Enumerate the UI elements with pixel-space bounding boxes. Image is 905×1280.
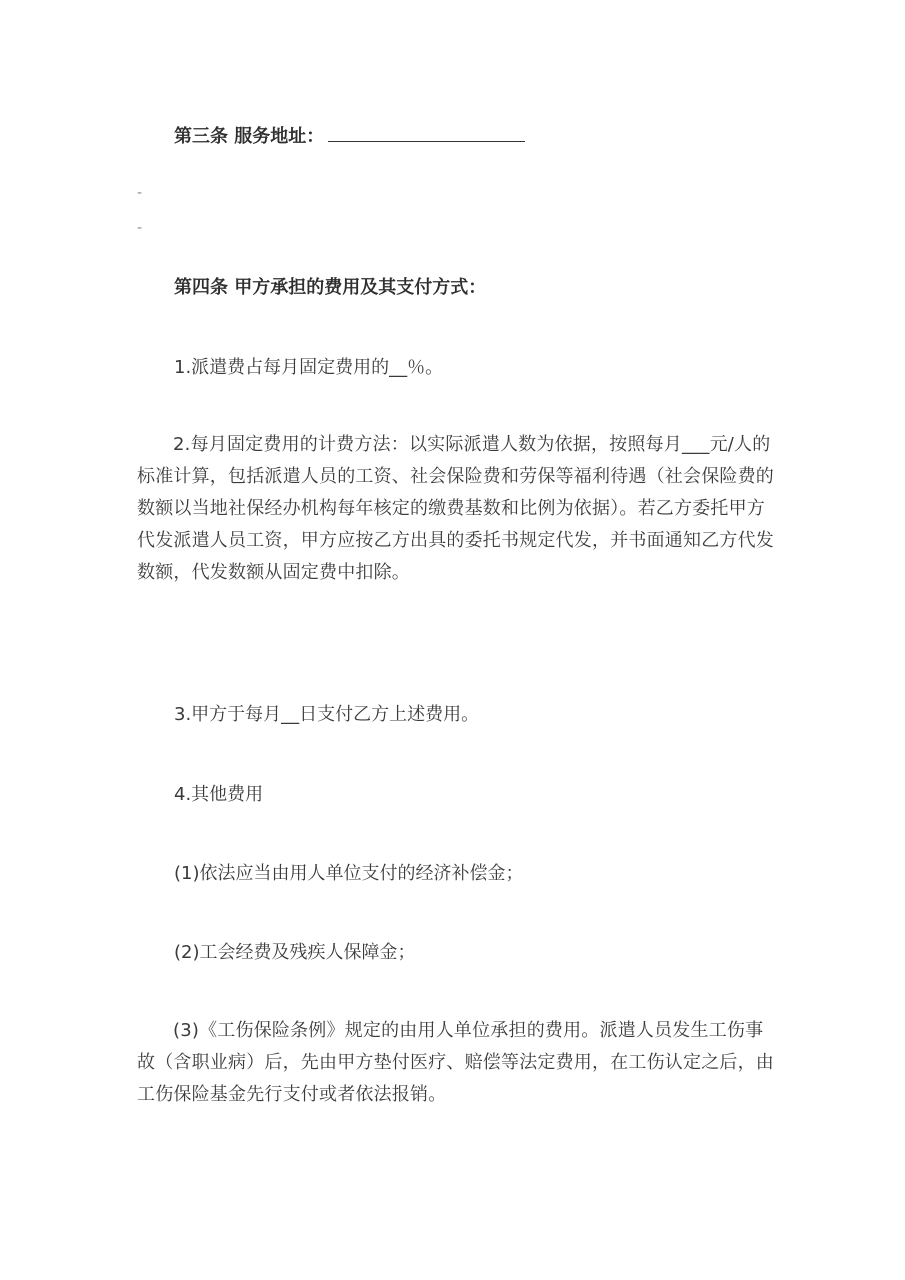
article-3-heading (174, 128, 525, 146)
item-2-paragraph: 2.每月固定费用的计费方法：以实际派遣人数为依据，按照每月___元/人的标准计算，包括派遣人员的工资、社会保险费和劳保等福利待遇（社会保险费的数额以当地社保经办机构每年核定的缴费基数和比例为依据）。若乙方委托甲方代发派遣人员工资，甲方应按乙方出具的委托书规定代发，并书面通知乙方代发数额，代发数额从固定费中扣除。 (137, 434, 774, 583)
list-marker: - (137, 220, 143, 236)
service-address-blank (328, 140, 525, 142)
item-4-sub-3-paragraph: (3)《工伤保险条例》规定的由用人单位承担的费用。派遣人员发生工伤事故（含职业病）后，先由甲方垫付医疗、赔偿等法定费用，在工伤认定之后，由工伤保险基金先行支付或者依法报销。 (137, 1020, 774, 1105)
article-3-title: 第三条 服务地址： (174, 126, 325, 147)
item-1: 1.派遣费占每月固定费用的__％。 (174, 357, 444, 378)
item-4: 4.其他费用 (174, 784, 264, 805)
item-4-sub-2: (2)工会经费及残疾人保障金； (174, 942, 416, 963)
list-marker: - (137, 185, 143, 201)
item-3: 3.甲方于每月__日支付乙方上述费用。 (174, 704, 480, 725)
article-4-heading: 第四条 甲方承担的费用及其支付方式： (174, 277, 487, 298)
item-4-sub-1: (1)依法应当由用人单位支付的经济补偿金； (174, 863, 524, 884)
